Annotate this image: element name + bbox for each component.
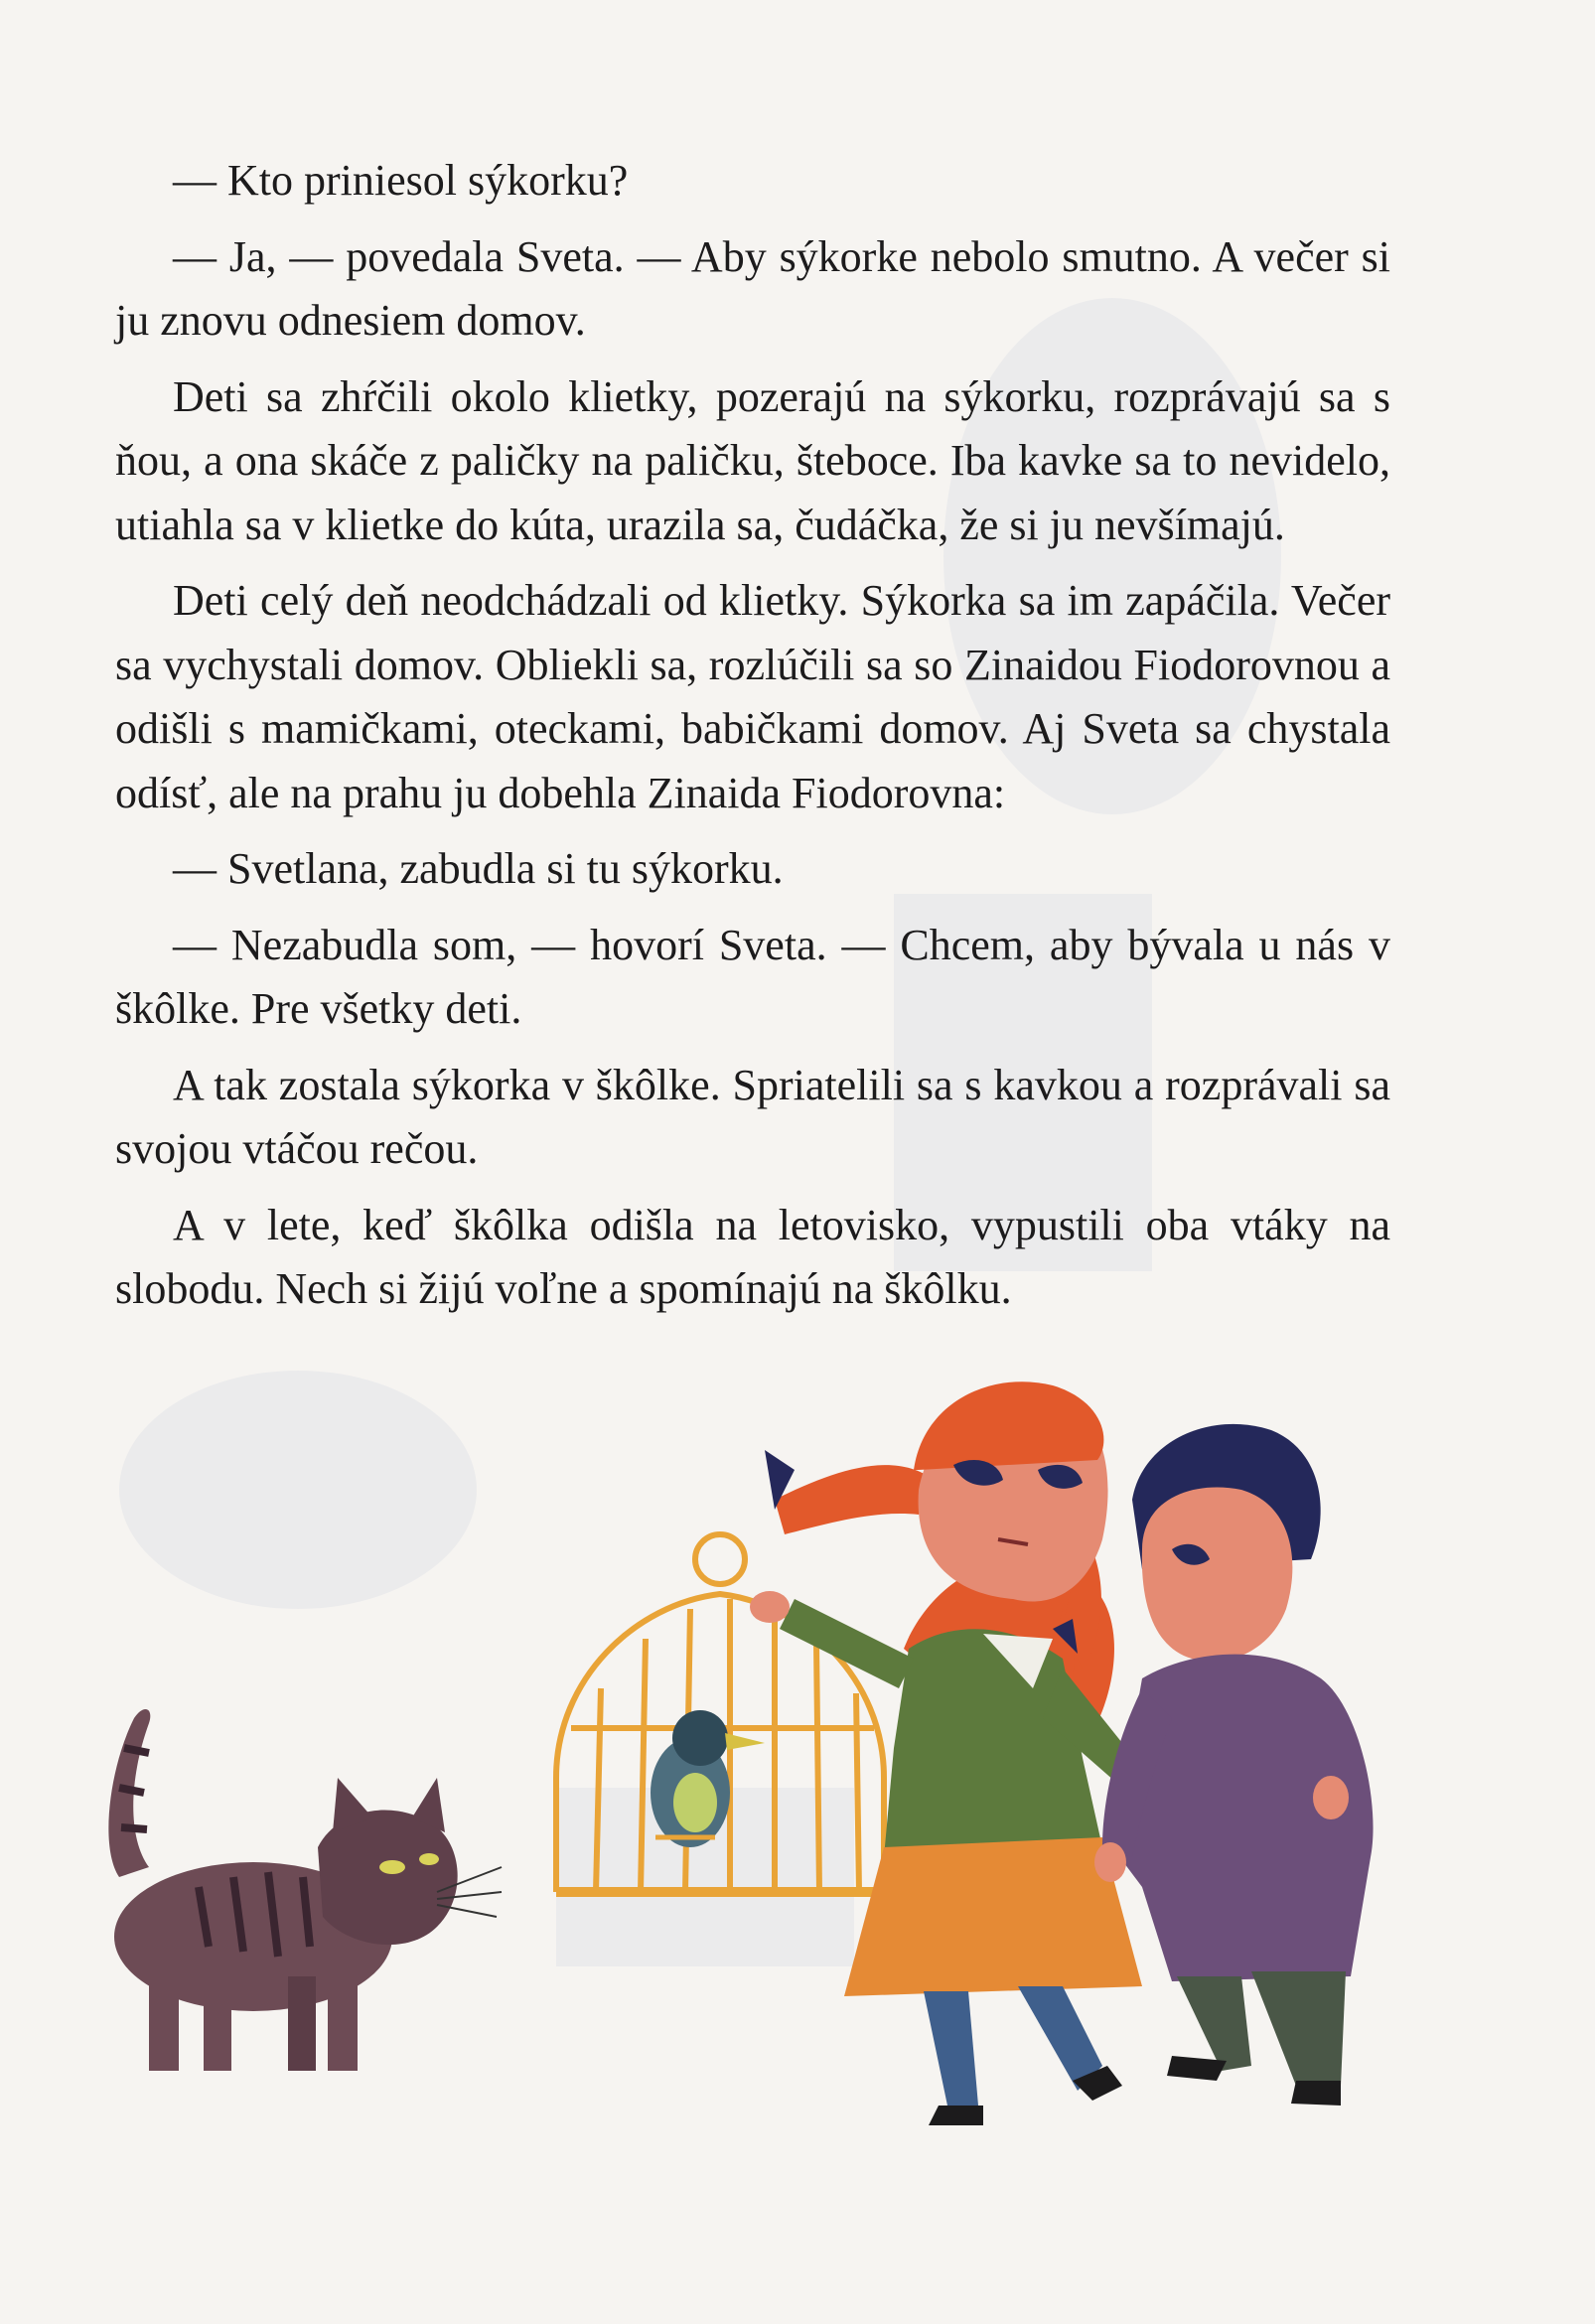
paragraph: A v lete, keď škôlka odišla na letovisko, vypustili oba vtáky na slobodu. Nech si žijú voľne a spomínajú na škôlku.	[115, 1200, 1390, 1313]
paragraph: Deti celý deň neodchádzali od klietky. Sýkorka sa im zapáčila. Večer sa vychystali domov. Obliekli sa, rozlúčili sa so Zinaidou Fiodorovnou a odišli s mamičkami, oteckami, babičkami domov. Aj Sveta sa chystala odísť, ale na prahu ju dobehla Zinaida Fiodorovna:	[115, 576, 1390, 817]
paragraph: — Svetlana, zabudla si tu sýkorku.	[173, 844, 784, 893]
girl-illustration	[750, 1381, 1142, 2125]
story-illustration	[0, 1341, 1595, 2324]
paragraph: — Ja, — povedala Sveta. — Aby sýkorke nebolo smutno. A večer si ju znovu odnesiem domov.	[115, 231, 1390, 345]
paragraph: Deti sa zhŕčili okolo klietky, pozerajú na sýkorku, rozprávajú sa s ňou, a ona skáče z paličky na paličku, šteboce. Iba kavke sa to nevidelo, utiahla sa v klietke do kúta, urazila sa, čudáčka, že si ju nevšímajú.	[115, 371, 1390, 549]
paragraph: — Kto priniesol sýkorku?	[173, 156, 629, 205]
paragraph: A tak zostala sýkorka v škôlke. Spriatelili sa s kavkou a rozprávali sa svojou vtáčou rečou.	[115, 1060, 1390, 1173]
cat-illustration	[108, 1709, 502, 2071]
story-text	[115, 149, 1390, 1322]
bird-cage-illustration	[556, 1534, 884, 1892]
paragraph: — Nezabudla som, — hovorí Sveta. — Chcem, aby bývala u nás v škôlke. Pre všetky deti.	[115, 920, 1390, 1033]
boy-illustration	[1094, 1424, 1374, 2106]
